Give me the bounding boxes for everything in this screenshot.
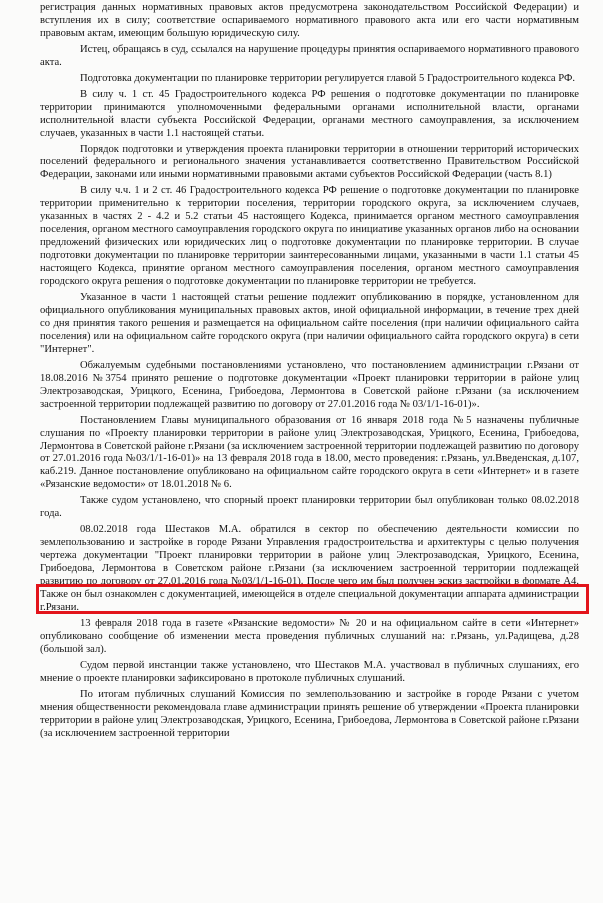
paragraph-public-hearings-appointed: Постановлением Главы муниципального образования от 16 января 2018 года №5 назначены публичные слушания по «Проекту планировки территории в районе улиц Электрозаводская, Урицкого, Есенина, Грибоедова, Лермонтова в Советской районе г.Рязани (за исключением застроенной территории подлежащей развитию по договору от 27.01.2016 года №03/1/1-16-01)» на 13 февраля 2018 года в 18.00, место проведения: г.Рязань, ул.Введенская, д.107, каб.219. Данное постановление опубликовано на официальном сайте городского округа в сети «Интернет» и в газете «Рязанские ведомости» от 18.01.2018 № 6. bbox=[40, 414, 579, 491]
paragraph-historic-settlements: Порядок подготовки и утверждения проекта планировки территории в отношении территорий исторических поселений федерального и регионального значения устанавливается соответственно Правительством Российской Федерации, законами или иными нормативными правовыми актами субъектов Российской Федерации (часть 8.1) bbox=[40, 143, 579, 181]
paragraph-shestakov-request: 08.02.2018 года Шестаков М.А. обратился в сектор по обеспечению деятельности комиссии по землепользованию и застройке в городе Рязани Управления градостроительства и архитектуры с целью получения чертежа документации "Проект планировки территории в районе улиц Электрозаводская, Урицкого, Есенина, Грибоедова, Лермонтова в Советском районе г.Рязани (за исключением застроенной территории подлежащей развитию по договору от 27.01.2016 года №03/1/1-16-01). После чего им был получен эскиз застройки в формате А4. Также он был ознакомлен с документацией, имеющейся в отделе специальной документации аппарата администрации г.Рязани. bbox=[40, 524, 579, 613]
paragraph-article-45: В силу ч. 1 ст. 45 Градостроительного кодекса РФ решения о подготовке документации по планировке территории принимаются уполномоченными федеральными органами исполнительной власти, органами исполнительной власти субъекта Российской Федерации, органами местного самоуправления, за исключением случаев, указанных в части 1.1 настоящей статьи. bbox=[40, 88, 579, 139]
paragraph-venue-change: 13 февраля 2018 года в газете «Рязанские ведомости» № 20 и на официальном сайте в сети «Интернет» опубликовано сообщение об изменении места проведения публичных слушаний на: г.Рязань, ул.Радищева, д.28 (большой зал). bbox=[40, 617, 579, 655]
paragraph-project-published-date: Также судом установлено, что спорный проект планировки территории был опубликован только 08.02.2018 года. bbox=[40, 495, 579, 520]
paragraph-article-46: В силу ч.ч. 1 и 2 ст. 46 Градостроительного кодекса РФ решение о подготовке документации по планировке территории применительно к территории поселения, территории городского округа, за исключением случаев, указанных в частях 2 - 4.2 и 5.2 статьи 45 настоящего Кодекса, принимается органом местного самоуправления поселения, органом местного самоуправления городского округа по инициативе указанных органов либо на основании предложений физических или юридических лиц о подготовке документации по планировке территории. В случае подготовки документации по планировке территории заинтересованными лицами, указанными в части 1.1 статьи 45 настоящего Кодекса, принятие органом местного самоуправления поселения, органом местного самоуправления городского округа решения о подготовке документации по планировке территории не требуется. bbox=[40, 185, 579, 288]
paragraph-chapter-5: Подготовка документации по планировке территории регулируется главой 5 Градостроительного кодекса РФ. bbox=[80, 72, 576, 84]
paragraph-plaintiff-claim: Истец, обращаясь в суд, ссылался на нарушение процедуры принятия оспариваемого нормативного правового акта. bbox=[40, 43, 579, 68]
document-body bbox=[40, 2, 579, 743]
paragraph-resolution-3754: Обжалуемым судебными постановлениями установлено, что постановлением администрации г.Рязани от 18.08.2016 №3754 принято решение о подготовке документации «Проект планировки территории в районе улиц Электрозаводская, Урицкого, Есенина, Грибоедова, Лермонтова в Советской районе г.Рязани (за исключением застроенной территории подлежащей развитию по договору от 27.01.2016 года № 03/1/1-16-01)». bbox=[40, 359, 579, 410]
paragraph-legal-requirements: регистрация данных нормативных правовых актов предусмотрена законодательством Российской Федерации) и вступления их в силу; соответствие оспариваемого нормативного правового акта или его части нормативным правовым актам, имеющим большую юридическую силу. bbox=[40, 2, 579, 39]
paragraph-commission-recommendation: По итогам публичных слушаний Комиссия по землепользованию и застройке в городе Рязани с учетом мнения общественности рекомендовала главе администрации принять решение об утверждении «Проекта планировки территории в районе улиц Электрозаводская, Урицкого, Есенина, Грибоедова, Лермонтова в Советской районе г.Рязани (за исключением застроенной территории bbox=[40, 688, 579, 739]
paragraph-hearing-participation: Судом первой инстанции также установлено, что Шестаков М.А. участвовал в публичных слушаниях, его мнение о проекте планировки зафиксировано в протоколе публичных слушаний. bbox=[40, 659, 579, 684]
red-highlight-frame bbox=[36, 584, 589, 614]
paragraph-publication-duty: Указанное в части 1 настоящей статьи решение подлежит опубликованию в порядке, установленном для официального опубликования муниципальных правовых актов, иной официальной информации, в течение трех дней со дня принятия такого решения и размещается на официальном сайте поселения (при наличии официального сайта поселения) или на официальном сайте городского округа (при наличии официального сайта городского округа) в сети "Интернет". bbox=[40, 292, 579, 355]
